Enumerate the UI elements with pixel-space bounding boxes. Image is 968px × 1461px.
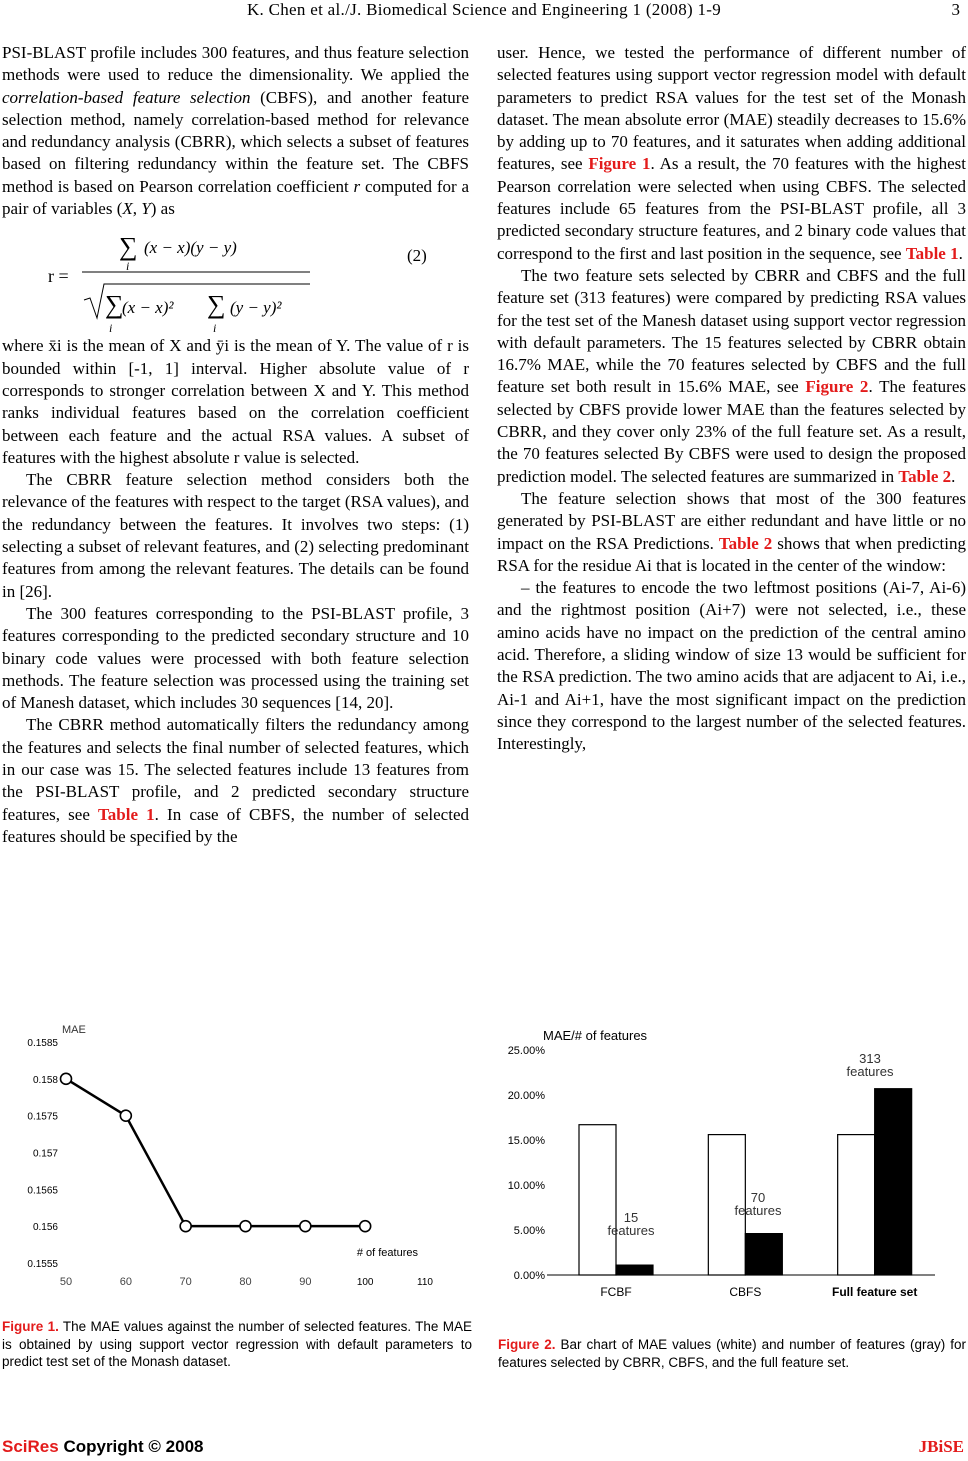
figure-1-label: Figure 1. (2, 1319, 59, 1334)
feature-count-bar (616, 1265, 653, 1275)
svg-text:(y − y)²: (y − y)² (230, 298, 282, 318)
svg-text:(x − x)(y − y): (x − x)(y − y) (144, 238, 237, 258)
publisher-brand: SciRes (2, 1437, 59, 1456)
data-point (240, 1221, 251, 1232)
y-tick-label: 0.156 (32, 1222, 58, 1234)
right-paragraph-2: The two feature sets selected by CBRR and CBFS and the full feature set (313 features) were compared by predicting RSA values for the test set of the Manesh dataset using support vector regression with default parameters. The 15 features selected by CBRR obtain 16.7% MAE, while the 70 features selected by CBFS and the full feature set both result in 15.6% MAE, see Figure 2. The features selected by CBFS provide lower MAE than the features selected by CBRR, and they cover only 23% of the full feature set. As a result, the 70 features selected By CBFS were used to design the proposed prediction model. The selected features are summarized in Table 2. (497, 265, 966, 486)
y-tick-label: 0.1565 (27, 1185, 58, 1197)
y-tick-label: 0.1555 (27, 1259, 58, 1270)
left-paragraph-1: PSI-BLAST profile includes 300 features, and thus feature selection methods were used to reduce the dimensionality. We applied the correlation-based feature selection (CBFS), and another feature selection method, namely correlation-based method for relevance and redundancy analysis (CBRR), which selects a subset of features based on filtering redundancy within the feature set. The CBFS method is based on Pearson correlation coefficient r computed for a pair of variables (X, Y) as (2, 43, 469, 219)
figure-1-link[interactable]: Figure 1 (588, 154, 651, 174)
left-paragraph-2: where x̄i is the mean of X and ȳi is the mean of Y. The value of r is bounded within [-1, 1] interval. Higher absolute value of r corresponds to stronger correlation between X and Y. This method ranks individual features based on the correlation coefficient between each feature and the actual RSA values. A subset of features with the highest absolute r value is selected. (2, 336, 469, 467)
bar-annotation: features (846, 1064, 894, 1079)
y-tick-label: 0.157 (32, 1148, 58, 1160)
y-tick-label: 5.00% (513, 1225, 545, 1237)
y-tick-label: 20.00% (507, 1090, 545, 1102)
data-point (300, 1221, 311, 1232)
data-point (180, 1221, 191, 1232)
figure-2-label: Figure 2. (498, 1337, 556, 1352)
y-tick-label: 0.1575 (27, 1111, 58, 1123)
y-tick-label: 0.1585 (27, 1038, 58, 1049)
page-number: 3 (951, 0, 960, 19)
running-title: K. Chen et al./J. Biomedical Science and Engineering 1 (2008) 1-9 (246, 0, 722, 19)
journal-abbrev: JBiSE (918, 1437, 964, 1456)
y-tick-label: 15.00% (507, 1135, 545, 1147)
table-1-link[interactable]: Table 1 (98, 804, 155, 824)
pearson-equation (2, 220, 469, 335)
mae-bar (579, 1125, 616, 1275)
right-column (497, 42, 966, 756)
bar-annotation: features (734, 1203, 782, 1218)
x-tick-label: 50 (59, 1276, 73, 1288)
y-axis-title: MAE (62, 1024, 86, 1036)
chart-title: MAE/# of features (543, 1028, 648, 1043)
data-point (120, 1110, 131, 1121)
feature-count-bar (745, 1234, 782, 1275)
table-2-link[interactable]: Table 2 (718, 533, 773, 553)
data-point (61, 1073, 72, 1084)
y-tick-label: 0.00% (513, 1270, 545, 1282)
x-tick-label: 100 (356, 1277, 374, 1288)
equation-lhs: r = (48, 266, 69, 287)
x-tick-label: 60 (119, 1276, 132, 1288)
figure-2-link[interactable]: Figure 2 (805, 377, 869, 397)
svg-text:i: i (109, 321, 113, 336)
x-tick-label: CBFS (729, 1285, 762, 1299)
right-paragraph-3: The feature selection shows that most of the 300 features generated by PSI-BLAST are either redundant and have little or no impact on the RSA Predictions. Table 2 shows that when predicting RSA for the residue Ai that is located in the center of the window: (497, 488, 966, 575)
svg-text:i: i (213, 321, 217, 336)
right-paragraph-1: user. Hence, we tested the performance of different number of selected features using support vector regression model with default parameters to predict RSA values for the test set of the Monash dataset. The mean absolute error (MAE) steadily decreases to 15.6% by adding up to 70 features, and it saturates when adding additional features, see Figure 1. As a result, the 70 features with the highest Pearson correlation were selected when using CBFS. The selected features include 65 features from the PSI-BLAST profile, all 3 predicted secondary structure features, and 2 binary code values that correspond to the first and last position in the sequence, see Table 1. (497, 43, 966, 263)
svg-text:∑: ∑ (105, 290, 124, 320)
x-tick-label: 70 (179, 1276, 192, 1288)
left-column (2, 42, 469, 848)
y-tick-label: 25.00% (507, 1045, 545, 1057)
x-axis-title: # of features (356, 1247, 418, 1259)
left-paragraph-3: The CBRR feature selection method considers both the relevance of the features with respect to the target (RSA values), and the redundancy between the features. It involves two steps: (1) selecting a subset of relevant features, and (2) selecting predominant features from among the relevant features. The details can be found in [26]. (2, 470, 470, 601)
feature-count-bar (875, 1089, 912, 1275)
x-tick-label: 80 (239, 1276, 252, 1288)
bar-annotation: features (607, 1223, 655, 1238)
bar-annotation: 70 (750, 1190, 766, 1205)
mae-bar (838, 1135, 875, 1275)
x-tick-label: 90 (299, 1276, 312, 1288)
figure-2-caption: Figure 2. Bar chart of MAE values (white) and number of features (gray) for features selected by CBRR, CBFS, and the full feature set. (498, 1337, 967, 1370)
svg-text:i: i (126, 259, 130, 274)
figure-1-line-chart (0, 1018, 470, 1298)
figure-1-caption: Figure 1. The MAE values against the number of selected features. The MAE is obtained by using support vector regression with default parameters to predict test set of the Monash dataset. (2, 1319, 472, 1369)
left-paragraph-5: The CBRR method automatically filters the redundancy among the features and selects the final number of selected features, which in our case was 15. The selected features include 13 features from the PSI-BLAST profile, and 2 predicted secondary structure features, see Table 1. In case of CBFS, the number of selected features should be specified by the (2, 715, 469, 846)
equation-number: (2) (407, 246, 427, 266)
y-tick-label: 0.158 (32, 1074, 58, 1086)
x-tick-label: FCBF (600, 1285, 632, 1299)
figure-2-bar-chart (495, 1018, 965, 1308)
running-header (0, 0, 968, 24)
equation-drawing (2, 220, 422, 335)
svg-text:(x − x)²: (x − x)² (122, 298, 174, 318)
y-tick-label: 10.00% (507, 1180, 545, 1192)
svg-text:∑: ∑ (119, 232, 138, 262)
table-1-link[interactable]: Table 1 (905, 243, 959, 263)
mae-series-line (66, 1079, 365, 1226)
svg-text:∑: ∑ (207, 290, 226, 320)
left-paragraph-4: The 300 features corresponding to the PSI-BLAST profile, 3 features corresponding to the predicted secondary structure and 10 binary code values were processed with both feature selection methods. The feature selection was processed using the training set of Manesh dataset, which includes 30 sequences [14, 20]. (2, 603, 469, 713)
bar-annotation: 313 (859, 1051, 881, 1066)
right-paragraph-4: – the features to encode the two leftmost positions (Ai-7, Ai-6) and the rightmost position (Ai+7) were not selected, i.e., these amino acids have no impact on the prediction of the central amino acid. Therefore, a sliding window of size 13 would be sufficient for the RSA prediction. The two amino acids that are adjacent to Ai, i.e., Ai-1 and Ai+1, have the most significant impact on the prediction since they correspond to the largest number of the selected features. Interestingly, (497, 578, 966, 754)
footer-copyright: SciRes Copyright © 2008 (2, 1437, 204, 1456)
table-2-link[interactable]: Table 2 (898, 466, 952, 486)
x-tick-label: 110 (417, 1277, 433, 1288)
bar-annotation: 15 (623, 1210, 639, 1225)
data-point (360, 1221, 371, 1232)
x-tick-label: Full feature set (831, 1285, 918, 1299)
